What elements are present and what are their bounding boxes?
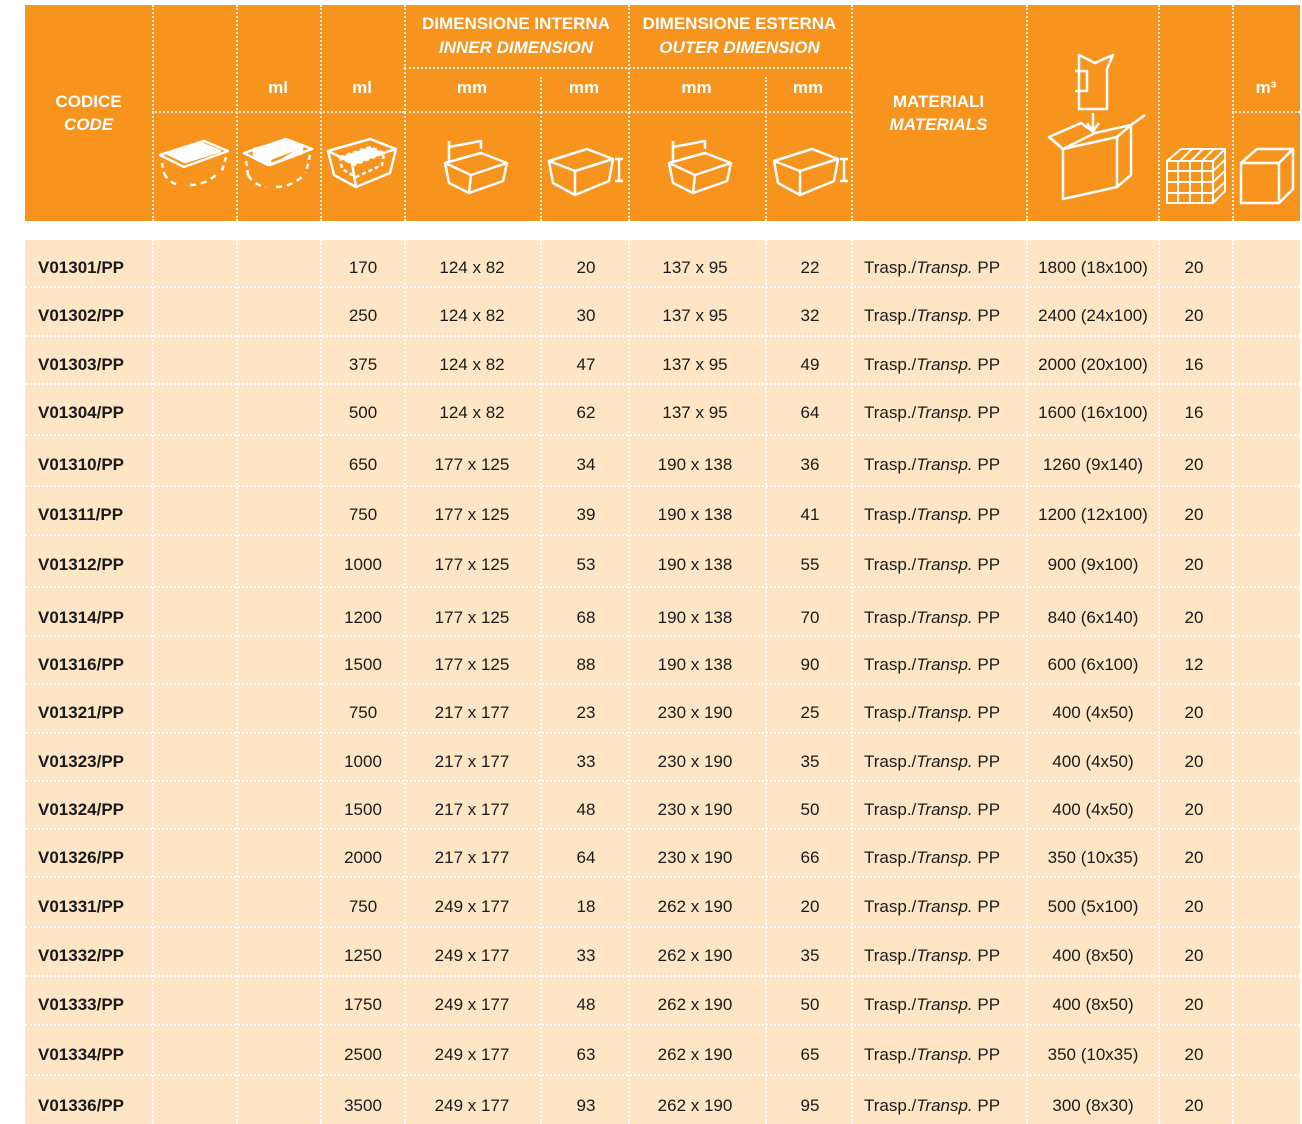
- cell-qty: 20: [1184, 505, 1204, 524]
- cell-inner-h: 48: [576, 800, 596, 819]
- material-type: PP: [972, 848, 1001, 867]
- cell-qty: 20: [1184, 946, 1204, 965]
- cell-inner: 249 x 177: [434, 1045, 510, 1064]
- material-type: PP: [972, 752, 1001, 771]
- cell-pack: 400 (4x50): [1052, 752, 1134, 771]
- cell-inner: 217 x 177: [434, 703, 510, 722]
- header-mm-unit: mm: [792, 78, 824, 97]
- table-row: [25, 637, 1300, 685]
- inner-height-icon: [545, 145, 625, 199]
- cell-ml: 1000: [344, 752, 382, 771]
- product-code: V01321/PP: [38, 703, 125, 722]
- outer-length-width-icon: [665, 137, 735, 199]
- cell-outer-h: 22: [800, 258, 820, 277]
- header-divider: [1232, 5, 1234, 221]
- header-code: CODE: [63, 115, 114, 134]
- cell-pack: 400 (4x50): [1052, 800, 1134, 819]
- table-header: [25, 5, 1300, 221]
- cell-ml: 2000: [344, 848, 382, 867]
- cell-outer: 137 x 95: [662, 403, 728, 422]
- header-dimensione-esterna: DIMENSIONE ESTERNA: [642, 14, 837, 33]
- material-type: PP: [972, 258, 1001, 277]
- material-type: PP: [972, 655, 1001, 674]
- cell-outer: 230 x 190: [657, 703, 733, 722]
- product-code: V01316/PP: [38, 655, 125, 674]
- material-type: PP: [972, 897, 1001, 916]
- cell-outer: 190 x 138: [657, 608, 733, 627]
- cell-pack: 400 (8x50): [1052, 995, 1134, 1014]
- cell-outer-h: 65: [800, 1045, 820, 1064]
- cell-ml: 1200: [344, 608, 382, 627]
- table-row: [25, 588, 1300, 637]
- cell-outer: 230 x 190: [657, 848, 733, 867]
- cell-inner-h: 64: [576, 848, 596, 867]
- cell-pack: 350 (10x35): [1047, 848, 1139, 867]
- cell-outer: 262 x 190: [657, 1096, 733, 1115]
- cell-inner-h: 93: [576, 1096, 596, 1115]
- cell-inner-h: 30: [576, 306, 596, 325]
- table-row: [25, 1076, 1300, 1124]
- cell-qty: 20: [1184, 752, 1204, 771]
- cell-ml: 250: [348, 306, 378, 325]
- cell-inner-h: 33: [576, 946, 596, 965]
- cell-ml: 170: [348, 258, 378, 277]
- material-it: Trasp./: [864, 1045, 917, 1064]
- header-divider: [1026, 5, 1028, 221]
- cell-qty: 20: [1184, 703, 1204, 722]
- cell-outer-h: 20: [800, 897, 820, 916]
- cell-pack: 350 (10x35): [1047, 1045, 1139, 1064]
- header-m3-unit: m³: [1255, 78, 1277, 97]
- cell-pack: 840 (6x140): [1047, 608, 1139, 627]
- table-row: [25, 436, 1300, 487]
- cell-ml: 1250: [344, 946, 382, 965]
- cell-outer-h: 64: [800, 403, 820, 422]
- cell-inner: 124 x 82: [439, 258, 505, 277]
- header-divider: [1232, 111, 1300, 113]
- table-row: [25, 878, 1300, 928]
- cell-material: [864, 404, 1000, 421]
- product-code: V01332/PP: [38, 946, 125, 965]
- material-type: PP: [972, 800, 1001, 819]
- material-it: Trasp./: [864, 800, 917, 819]
- cell-qty: 16: [1184, 355, 1204, 374]
- cell-material: [864, 753, 1000, 770]
- header-ml-unit: ml: [352, 78, 372, 97]
- header-divider: [1158, 5, 1160, 221]
- cell-pack: 300 (8x30): [1052, 1096, 1134, 1115]
- cell-outer-h: 35: [800, 752, 820, 771]
- cell-pack: 2000 (20x100): [1038, 355, 1148, 374]
- cell-qty: 20: [1184, 995, 1204, 1014]
- table-row: [25, 536, 1300, 588]
- cell-pack: 900 (9x100): [1047, 555, 1139, 574]
- material-it: Trasp./: [864, 655, 917, 674]
- cell-material: [864, 801, 1000, 818]
- cube-volume-icon: [1237, 143, 1297, 207]
- material-en: Transp.: [916, 1096, 973, 1115]
- material-type: PP: [972, 306, 1001, 325]
- header-divider: [404, 67, 851, 69]
- header-mm-unit: mm: [568, 78, 600, 97]
- cell-material: [864, 259, 1000, 276]
- cell-outer-h: 66: [800, 848, 820, 867]
- cell-outer-h: 25: [800, 703, 820, 722]
- cell-inner: 249 x 177: [434, 897, 510, 916]
- cell-material: [864, 556, 1000, 573]
- cell-material: [864, 1046, 1000, 1063]
- cell-ml: 1750: [344, 995, 382, 1014]
- header-mm-unit: mm: [456, 78, 488, 97]
- cell-outer-h: 32: [800, 306, 820, 325]
- material-en: Transp.: [916, 455, 973, 474]
- cell-pack: 400 (8x50): [1052, 946, 1134, 965]
- cell-material: [864, 609, 1000, 626]
- deep-lid-container-icon: [240, 133, 316, 199]
- cell-inner: 217 x 177: [434, 752, 510, 771]
- cell-qty: 16: [1184, 403, 1204, 422]
- header-mm-unit: mm: [681, 78, 712, 97]
- table-row: [25, 288, 1300, 337]
- material-en: Transp.: [916, 897, 973, 916]
- outer-height-icon: [770, 145, 850, 199]
- material-it: Trasp./: [864, 752, 917, 771]
- material-en: Transp.: [916, 505, 973, 524]
- product-code: V01302/PP: [38, 306, 125, 325]
- cell-inner-h: 62: [576, 403, 596, 422]
- cell-outer: 190 x 138: [657, 555, 733, 574]
- header-materiali: MATERIALI: [892, 92, 985, 111]
- material-type: PP: [972, 555, 1001, 574]
- material-en: Transp.: [916, 848, 973, 867]
- material-en: Transp.: [916, 258, 973, 277]
- cell-qty: 20: [1184, 1096, 1204, 1115]
- cell-inner-h: 23: [576, 703, 596, 722]
- product-code: V01314/PP: [38, 608, 125, 627]
- cell-inner-h: 63: [576, 1045, 596, 1064]
- cell-inner-h: 33: [576, 752, 596, 771]
- table-row: [25, 734, 1300, 782]
- material-en: Transp.: [916, 995, 973, 1014]
- material-en: Transp.: [916, 608, 973, 627]
- header-divider: [320, 5, 322, 221]
- material-en: Transp.: [916, 800, 973, 819]
- cell-pack: 2400 (24x100): [1038, 306, 1148, 325]
- cell-pack: 1200 (12x100): [1038, 505, 1148, 524]
- material-it: Trasp./: [864, 608, 917, 627]
- product-code: V01333/PP: [38, 995, 125, 1014]
- material-type: PP: [972, 1096, 1001, 1115]
- cell-inner: 177 x 125: [434, 455, 510, 474]
- cell-material: [864, 849, 1000, 866]
- cell-material: [864, 704, 1000, 721]
- material-it: Trasp./: [864, 1096, 917, 1115]
- cell-inner: 249 x 177: [434, 1096, 510, 1115]
- product-code: V01312/PP: [38, 555, 125, 574]
- header-outer-dimension: OUTER DIMENSION: [659, 38, 820, 57]
- cell-outer: 262 x 190: [657, 946, 733, 965]
- cell-ml: 500: [348, 403, 378, 422]
- cell-ml: 750: [348, 505, 378, 524]
- material-type: PP: [972, 403, 1001, 422]
- cell-outer: 190 x 138: [657, 655, 733, 674]
- bag-into-box-icon: [1035, 49, 1151, 209]
- cell-ml: 3500: [344, 1096, 382, 1115]
- table-row: [25, 487, 1300, 536]
- cell-qty: 20: [1184, 848, 1204, 867]
- cell-outer-h: 50: [800, 800, 820, 819]
- cell-inner-h: 48: [576, 995, 596, 1014]
- cell-ml: 750: [348, 897, 378, 916]
- table-body: [25, 240, 1300, 1124]
- cell-ml: 2500: [344, 1045, 382, 1064]
- cell-outer-h: 36: [800, 455, 820, 474]
- cell-inner: 124 x 82: [439, 403, 505, 422]
- header-divider: [851, 5, 853, 221]
- header-codice: CODICE: [55, 92, 122, 111]
- table-row: [25, 928, 1300, 977]
- cell-inner: 249 x 177: [434, 995, 510, 1014]
- material-en: Transp.: [916, 946, 973, 965]
- material-it: Trasp./: [864, 848, 917, 867]
- product-code: V01301/PP: [38, 258, 125, 277]
- material-type: PP: [972, 995, 1001, 1014]
- material-en: Transp.: [916, 403, 973, 422]
- table-row: [25, 337, 1300, 385]
- cell-material: [864, 996, 1000, 1013]
- material-it: Trasp./: [864, 555, 917, 574]
- cell-material: [864, 947, 1000, 964]
- material-en: Transp.: [916, 655, 973, 674]
- material-type: PP: [972, 455, 1001, 474]
- cell-material: [864, 1097, 1000, 1114]
- material-en: Transp.: [916, 306, 973, 325]
- material-type: PP: [972, 505, 1001, 524]
- cell-outer: 262 x 190: [657, 1045, 733, 1064]
- header-materials: MATERIALS: [889, 115, 988, 134]
- cell-inner: 177 x 125: [434, 655, 510, 674]
- material-en: Transp.: [916, 355, 973, 374]
- cell-outer: 262 x 190: [657, 897, 733, 916]
- cell-inner: 124 x 82: [439, 306, 505, 325]
- product-code: V01326/PP: [38, 848, 125, 867]
- cell-inner-h: 88: [576, 655, 596, 674]
- material-it: Trasp./: [864, 455, 917, 474]
- cell-inner-h: 18: [576, 897, 596, 916]
- cell-inner-h: 20: [576, 258, 596, 277]
- cell-outer: 137 x 95: [662, 258, 728, 277]
- cell-pack: 500 (5x100): [1047, 897, 1139, 916]
- table-row: [25, 385, 1300, 436]
- cell-ml: 650: [348, 455, 378, 474]
- container-with-lid-icon: [324, 133, 400, 199]
- cell-inner: 249 x 177: [434, 946, 510, 965]
- material-type: PP: [972, 355, 1001, 374]
- material-it: Trasp./: [864, 703, 917, 722]
- cell-inner-h: 47: [576, 355, 596, 374]
- material-en: Transp.: [916, 555, 973, 574]
- cell-qty: 20: [1184, 258, 1204, 277]
- product-code: V01303/PP: [38, 355, 125, 374]
- cell-qty: 20: [1184, 608, 1204, 627]
- cell-material: [864, 307, 1000, 324]
- cell-qty: 20: [1184, 455, 1204, 474]
- product-code: V01310/PP: [38, 455, 125, 474]
- header-ml-unit: ml: [268, 78, 288, 97]
- table-row: [25, 1026, 1300, 1076]
- header-divider: [404, 111, 851, 113]
- cell-pack: 600 (6x100): [1047, 655, 1139, 674]
- cell-qty: 20: [1184, 897, 1204, 916]
- material-type: PP: [972, 608, 1001, 627]
- cell-outer: 230 x 190: [657, 752, 733, 771]
- cell-outer-h: 55: [800, 555, 820, 574]
- table-row: [25, 685, 1300, 734]
- material-type: PP: [972, 1045, 1001, 1064]
- cell-ml: 1500: [344, 800, 382, 819]
- cell-inner: 217 x 177: [434, 848, 510, 867]
- header-divider: [152, 111, 404, 113]
- cell-material: [864, 898, 1000, 915]
- cell-material: [864, 656, 1000, 673]
- material-it: Trasp./: [864, 505, 917, 524]
- cell-inner-h: 53: [576, 555, 596, 574]
- product-code: V01304/PP: [38, 403, 125, 422]
- cell-material: [864, 356, 1000, 373]
- flat-lid-container-icon: [156, 133, 232, 199]
- cell-outer: 137 x 95: [662, 306, 728, 325]
- cell-inner: 177 x 125: [434, 555, 510, 574]
- material-it: Trasp./: [864, 946, 917, 965]
- pallet-cube-grid-icon: [1163, 143, 1229, 207]
- cell-outer: 262 x 190: [657, 995, 733, 1014]
- cell-outer: 190 x 138: [657, 505, 733, 524]
- cell-qty: 20: [1184, 1045, 1204, 1064]
- cell-inner-h: 39: [576, 505, 596, 524]
- material-it: Trasp./: [864, 403, 917, 422]
- material-it: Trasp./: [864, 355, 917, 374]
- cell-ml: 375: [348, 355, 378, 374]
- cell-outer-h: 90: [800, 655, 820, 674]
- cell-ml: 750: [348, 703, 378, 722]
- cell-outer: 230 x 190: [657, 800, 733, 819]
- product-code: V01331/PP: [38, 897, 125, 916]
- cell-pack: 1260 (9x140): [1042, 455, 1144, 474]
- product-code: V01336/PP: [38, 1096, 125, 1115]
- cell-pack: 400 (4x50): [1052, 703, 1134, 722]
- cell-material: [864, 506, 1000, 523]
- cell-outer-h: 95: [800, 1096, 820, 1115]
- cell-qty: 12: [1184, 655, 1204, 674]
- cell-inner: 124 x 82: [439, 355, 505, 374]
- cell-outer-h: 70: [800, 608, 820, 627]
- cell-inner: 217 x 177: [434, 800, 510, 819]
- cell-qty: 20: [1184, 800, 1204, 819]
- product-code: V01311/PP: [38, 505, 124, 524]
- material-en: Transp.: [916, 703, 973, 722]
- cell-qty: 20: [1184, 555, 1204, 574]
- header-divider: [236, 5, 238, 221]
- table-row: [25, 240, 1300, 288]
- table-row: [25, 977, 1300, 1026]
- cell-outer-h: 41: [800, 505, 820, 524]
- cell-outer-h: 50: [800, 995, 820, 1014]
- material-en: Transp.: [916, 752, 973, 771]
- material-it: Trasp./: [864, 995, 917, 1014]
- header-dimensione-interna: DIMENSIONE INTERNA: [422, 14, 610, 33]
- cell-ml: 1500: [344, 655, 382, 674]
- cell-inner-h: 34: [576, 455, 596, 474]
- table-row: [25, 782, 1300, 830]
- cell-outer-h: 49: [800, 355, 820, 374]
- cell-outer-h: 35: [800, 946, 820, 965]
- cell-outer: 190 x 138: [657, 455, 733, 474]
- cell-outer: 137 x 95: [662, 355, 728, 374]
- material-type: PP: [972, 703, 1001, 722]
- cell-inner: 177 x 125: [434, 505, 510, 524]
- material-en: Transp.: [916, 1045, 973, 1064]
- cell-inner: 177 x 125: [434, 608, 510, 627]
- material-type: PP: [972, 946, 1001, 965]
- cell-inner-h: 68: [576, 608, 596, 627]
- material-it: Trasp./: [864, 306, 917, 325]
- cell-pack: 1600 (16x100): [1038, 403, 1148, 422]
- table-row: [25, 830, 1300, 878]
- header-inner-dimension: INNER DIMENSION: [439, 38, 593, 57]
- cell-ml: 1000: [344, 555, 382, 574]
- product-code: V01324/PP: [38, 800, 125, 819]
- cell-qty: 20: [1184, 306, 1204, 325]
- header-divider: [152, 5, 154, 221]
- inner-length-width-icon: [441, 137, 511, 199]
- material-it: Trasp./: [864, 258, 917, 277]
- cell-material: [864, 456, 1000, 473]
- product-code: V01334/PP: [38, 1045, 125, 1064]
- product-code: V01323/PP: [38, 752, 125, 771]
- cell-pack: 1800 (18x100): [1038, 258, 1148, 277]
- material-it: Trasp./: [864, 897, 917, 916]
